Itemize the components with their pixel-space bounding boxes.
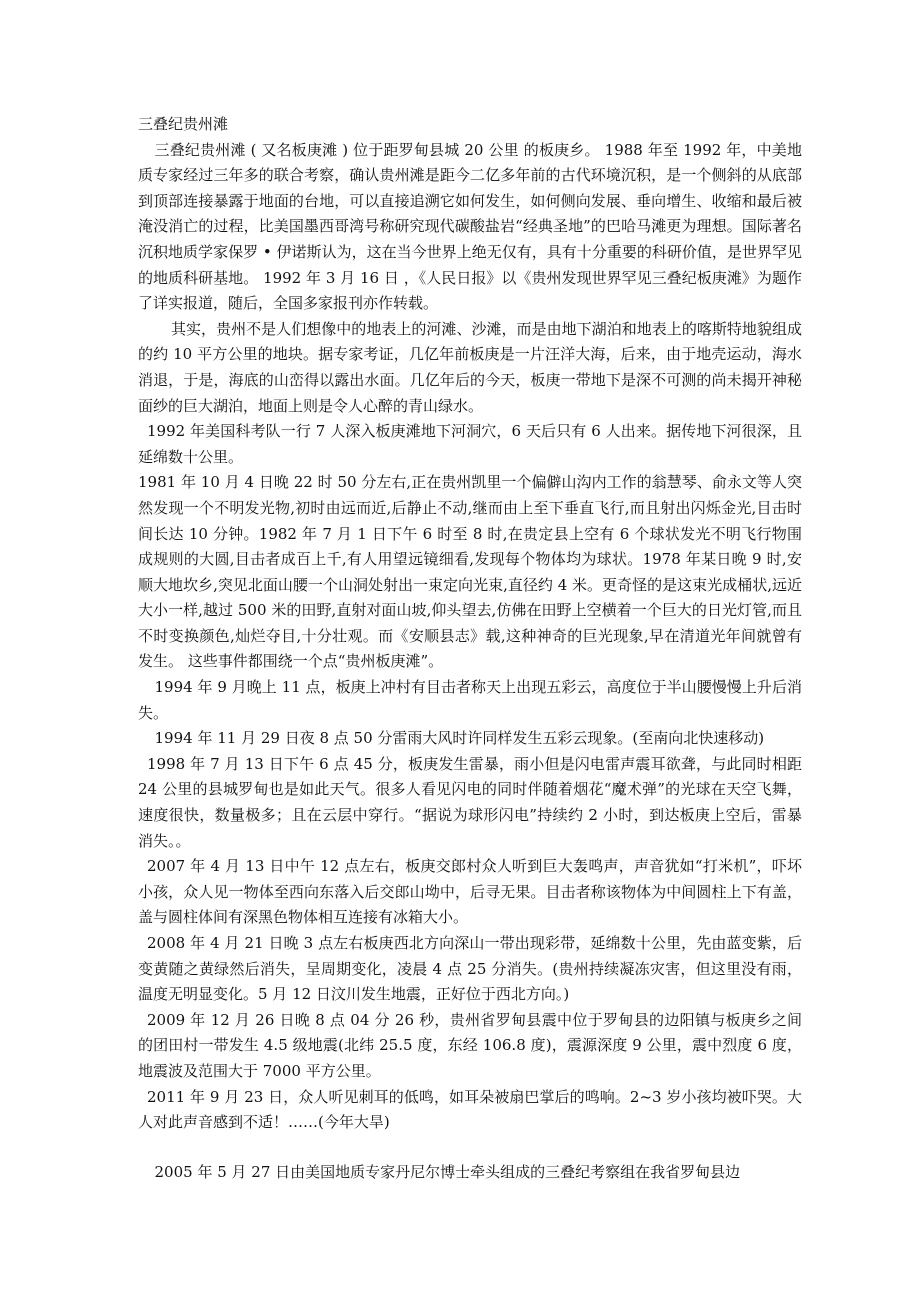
paragraph-2007-object: 2007 年 4 月 13 日中午 12 点左右，板庚交郎村众人听到巨大轰鸣声，声音犹如“打米机”，吓坏小孩，众人见一物体至西向东落入后交郎山坳中，后寻无果。目击者称该物体为中间圆柱上下有盖，盖与圆柱体间有深黑色物体相互连接有冰箱大小。 xyxy=(138,857,802,927)
document-body xyxy=(138,112,802,1185)
paragraph-underground-lake: 其实，贵州不是人们想像中的地表上的河滩、沙滩，而是由地下湖泊和地表上的喀斯特地貌组成的约 10 平方公里的地块。据专家考证，几亿年前板庚是一片汪洋大海，后来，由于地壳运动，海水消退，于是，海底的山峦得以露出水面。几亿年后的今天，板庚一带地下是深不可测的尚未揭开神秘面纱的巨大湖泊，地面上则是令人心醉的青山绿水。 xyxy=(138,319,802,415)
paragraph-1998-thunderstorm: 1998 年 7 月 13 日下午 6 点 45 分，板庚发生雷暴，雨小但是闪电雷声震耳欲聋，与此同时相距 24 公里的县城罗甸也是如此天气。很多人看见闪电的同时伴随着烟花“魔术弹”的光球在天空飞舞，速度很快，数量极多；且在云层中穿行。“据说为球形闪电”持续约 2 小时，到达板庚上空后，雷暴消失。。 xyxy=(138,754,802,850)
paragraph-ufo-sightings: 1981 年 10 月 4 日晚 22 时 50 分左右,正在贵州凯里一个偏僻山沟内工作的翁慧琴、俞永文等人突然发现一个不明发光物,初时由远而近,后静止不动,继而由上至下垂直飞行,而且射出闪烁金光,目击时间长达 10 分钟。1982 年 7 月 1 日下午 6 时至 8 时,在贵定县上空有 6 个球状发光不明飞行物围成规则的大圆,目击者成百上千,有人用望远镜细看,发现每个物体均为球状。1978 年某日晚 9 时,安顺大地坎乡,突见北面山腰一个山洞处射出一束定向光束,直径约 4 米。更奇怪的是这束光成桶状,远近大小一样,越过 500 米的田野,直射对面山坡,仰头望去,仿佛在田野上空横着一个巨大的日光灯管,而且不时变换颜色,灿烂夺目,十分壮观。而《安顺县志》载,这种神奇的巨光现象,早在清道光年间就曾有发生。 这些事件都围绕一个点“贵州板庚滩”。 xyxy=(138,473,802,671)
paragraph-guizhou-platform-intro: 三叠纪贵州滩 ( 又名板庚滩 ) 位于距罗甸县城 20 公里 的板庚乡。 1988 年至 1992 年，中美地质专家经过三年多的联合考察，确认贵州滩是距今二亿多年前的古代环境沉积，是一个侧斜的从底部到顶部连接暴露于地面的台地，可以直接追溯它如何发生，如何侧向发展、垂向增生、收缩和最后被淹没消亡的过程，比美国墨西哥湾号称研究现代碳酸盐岩“经典圣地”的巴哈马滩更为理想。国际著名沉积地质学家保罗 • 伊诺斯认为，这在当今世界上绝无仅有，具有十分重要的科研价值，是世界罕见的地质科研基地。 1992 年 3 月 16 日 ，《人民日报》以《贵州发现世界罕见三叠纪板庚滩》为题作了详实报道，随后，全国多家报刊亦作转载。 xyxy=(138,140,802,313)
paragraph-1994-september: 1994 年 9 月晚上 11 点，板庚上冲村有目击者称天上出现五彩云，高度位于半山腰慢慢上升后消失。 xyxy=(138,678,802,722)
paragraph-2005-expedition: 2005 年 5 月 27 日由美国地质专家丹尼尔博士牵头组成的三叠纪考察组在我省罗甸县边 xyxy=(154,1162,741,1181)
paragraph-spacer xyxy=(138,1136,802,1160)
paragraph-2008-ribbon: 2008 年 4 月 21 日晚 3 点左右板庚西北方向深山一带出现彩带，延绵数十公里，先由蓝变紫，后变黄随之黄绿然后消失，呈周期变化，凌晨 4 点 25 分消失。(贵州持续凝冻灾害，但这里没有雨，温度无明显变化。5 月 12 日汶川发生地震，正好位于西北方向。) xyxy=(138,934,802,1004)
paragraph-1994-november: 1994 年 11 月 29 日夜 8 点 50 分雷雨大风时许同样发生五彩云现象。(至南向北快速移动) xyxy=(154,729,765,748)
paragraph-2011-sound: 2011 年 9 月 23 日，众人听见刺耳的低鸣，如耳朵被扇巴掌后的鸣响。2~3 岁小孩均被吓哭。大人对此声音感到不适！……(今年大旱) xyxy=(138,1087,802,1132)
document-title: 三叠纪贵州滩 xyxy=(138,115,229,133)
paragraph-2009-earthquake: 2009 年 12 月 26 日晚 8 点 04 分 26 秒，贵州省罗甸县震中位于罗甸县的边阳镇与板庚乡之间的团田村一带发生 4.5 级地震(北纬 25.5 度，东经 106.8 度)，震源深度 9 公里，震中烈度 6 度，地震波及范围大于 7000 平方公里。 xyxy=(138,1010,802,1080)
paragraph-1992-expedition: 1992 年美国科考队一行 7 人深入板庚滩地下河洞穴，6 天后只有 6 人出来。据传地下河很深，且延绵数十公里。 xyxy=(138,422,802,466)
